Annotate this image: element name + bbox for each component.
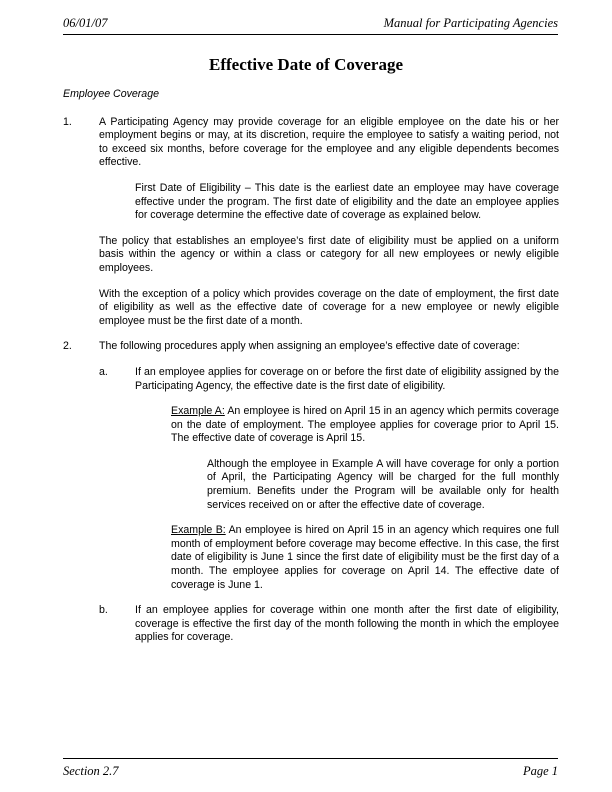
sub-item-a-text: If an employee applies for coverage on or before the first date of eligibility assigned by the Participating Agency, the effective date is the first date of eligibility. bbox=[135, 365, 559, 392]
sub-item-a bbox=[63, 366, 559, 393]
exception-paragraph: With the exception of a policy which provides coverage on the date of employment, the first date of eligibility as well as the effective date of coverage for a new employee or newly eligible employee must be the first date of a month. bbox=[99, 287, 559, 327]
example-a-text: An employee is hired on April 15 in an agency which permits coverage on the date of employment. The employee applies for coverage prior to April 15. The effective date of coverage is April 15. bbox=[171, 405, 559, 445]
page-title: Effective Date of Coverage bbox=[209, 55, 403, 74]
page-footer bbox=[63, 758, 558, 783]
item1-text: A Participating Agency may provide coverage for an eligible employee on the date his or her employment begins or may, at its discretion, require the employee to satisfy a waiting period, not to exceed six months, before coverage for the employee and any eligible dependents becomes effective. bbox=[99, 115, 559, 169]
list-item-number: 2. bbox=[63, 340, 72, 353]
header-date: 06/01/07 bbox=[63, 16, 108, 30]
header-manual-title: Manual for Participating Agencies bbox=[383, 16, 558, 30]
list-item-number: 1. bbox=[63, 115, 72, 128]
footer-page-number: Page 1 bbox=[522, 764, 558, 778]
list-item-1 bbox=[63, 116, 559, 170]
list-item-2 bbox=[63, 340, 559, 354]
example-a-label: Example A: bbox=[171, 405, 225, 418]
example-b-label: Example B: bbox=[171, 524, 226, 537]
sub-item-b-text: If an employee applies for coverage within one month after the first date of eligibility, coverage is effective the first day of the month following the month in which the employee applies for coverage. bbox=[135, 604, 559, 644]
sub-item-letter: b. bbox=[99, 604, 108, 617]
section-heading: Employee Coverage bbox=[63, 88, 159, 100]
page-header bbox=[63, 14, 558, 35]
example-a-paragraph bbox=[63, 405, 559, 446]
policy-paragraph: The policy that establishes an employee’s first date of eligibility must be applied on a uniform basis within the agency or within a class or category for all new employees or newly eligible employees. bbox=[99, 234, 559, 274]
example-b-paragraph bbox=[63, 524, 559, 592]
document-body bbox=[63, 88, 559, 645]
sub-item-b bbox=[63, 604, 559, 645]
footer-section: Section 2.7 bbox=[63, 764, 119, 778]
definition-paragraph: First Date of Eligibility – This date is the earliest date an employee may have coverage effective under the program. The first date of eligibility and the date an employee applies for coverage determine the effective date of coverage as explained below. bbox=[135, 181, 559, 222]
example-a-note: Although the employee in Example A will have coverage for only a portion of April, the Participating Agency will be charged for the full monthly premium. Benefits under the Program will be available only for health services received on or after the effective date of coverage. bbox=[207, 457, 559, 511]
sub-item-letter: a. bbox=[99, 365, 108, 378]
item2-text: The following procedures apply when assigning an employee’s effective date of coverage: bbox=[99, 340, 520, 353]
example-b-text: An employee is hired on April 15 in an agency which requires one full month of employment before coverage may become effective. In this case, the first date of eligibility is June 1 since the first date of eligibility must be the first day of a month. The employee applies for coverage on April 14. The effective date of coverage is June 1. bbox=[171, 524, 559, 591]
